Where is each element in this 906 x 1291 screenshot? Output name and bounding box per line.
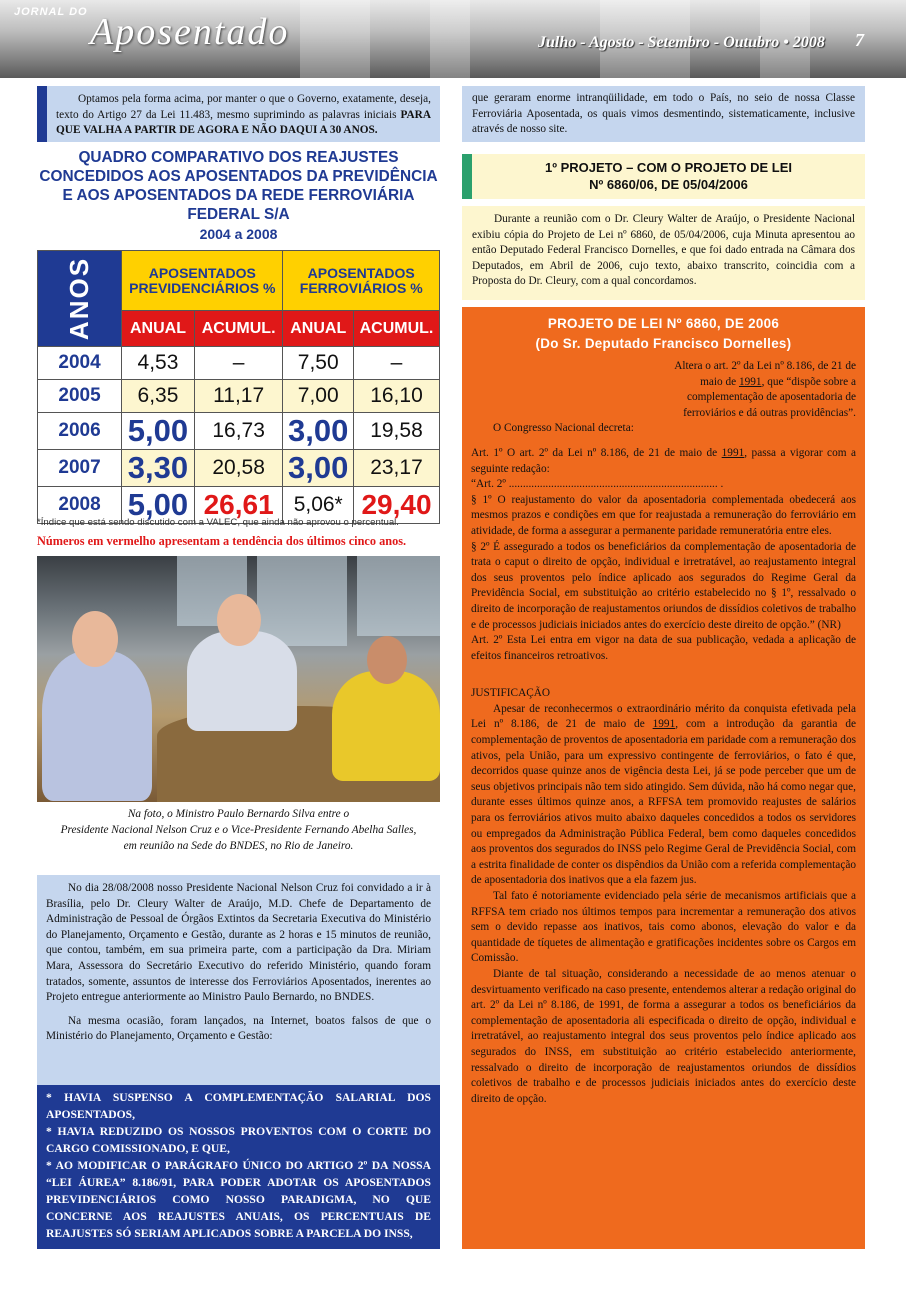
meeting-summary-box: Durante a reunião com o Dr. Cleury Walter de Araújo, o Presidente Nacional exibiu cópia do Projeto de Lei nº 6860, de 05/04/2006, cuja Minuta apresentou ao então Deputado Federal Francisco Dornelles, e que foi dado entrada na Câmara dos Deputados, em Abril de 2006, cujo texto, abaixo transcrito, coincidia com a Proposta do Dr. Cleury, com a qual concordamos. — [462, 206, 865, 300]
group-previdenciarios: APOSENTADOS PREVIDENCIÁRIOS % — [122, 251, 283, 311]
value-cell: 5,00 — [122, 413, 195, 450]
meeting-box — [37, 875, 440, 1085]
col-anual: ANUAL — [283, 311, 354, 347]
continuation-box: que geraram enorme intranqüilidade, em todo o País, no seio de nossa Classe Ferroviária Aposentada, os quais vimos desmentindo, sistematicamente, inclusive através de nosso site. — [462, 86, 865, 142]
value-cell: 3,30 — [122, 450, 195, 487]
value-cell: – — [194, 347, 283, 380]
year-cell: 2006 — [38, 413, 122, 450]
col-acumul: ACUMUL. — [194, 311, 283, 347]
photo-caption: Na foto, o Ministro Paulo Bernardo Silva entre o Presidente Nacional Nelson Cruz e o Vice-Presidente Fernando Abelha Salles, em reunião na Sede do BNDES, no Rio de Janeiro. — [60, 808, 417, 852]
justification-paragraph: Apesar de reconhecermos o extraordinário mérito da conquista efetivada pela Lei nº 8.186, de 21 de maio de 1991, com a introdução da garantia de complementação de proventos de aposentadoria em paridade com a remuneração dos ativos, pela União, para um expressivo contingente de ferroviários, o fato é que, decorridos quase quinze anos de vigência desta Lei, já se pode perceber que um de seus objetivos principais não tem sido atingido. Sem dúvida, não há como negar que, durante esses últimos quinze anos, a RFFSA tem promovido reajustes de salários para os ferroviários ativos muito abaixo daqueles concedidos a todos os servidores ou empregados da Administração Pública Federal, bem como daqueles concedidos aos proventos dos segurados do INSS pelo Regime Geral de Previdência Social, com a estrita finalidade de conter os dispêndios da União com a referida complementação de aposentadoria dos inativos que a ela fazem jus. — [471, 702, 856, 887]
table-row — [38, 450, 440, 487]
masthead-title: Aposentado — [90, 11, 290, 53]
value-cell: 6,35 — [122, 380, 195, 413]
value-cell: 4,53 — [122, 347, 195, 380]
value-cell: 11,17 — [194, 380, 283, 413]
intro-box — [37, 86, 440, 142]
value-cell: 20,58 — [194, 450, 283, 487]
table-row — [38, 380, 440, 413]
issue-date: Julho - Agosto - Setembro - Outubro • 2008 — [538, 34, 825, 51]
table-row — [38, 347, 440, 380]
justification-heading: JUSTIFICAÇÃO — [471, 687, 551, 700]
year-cell: 2005 — [38, 380, 122, 413]
value-cell: 29,40 — [353, 487, 439, 524]
col-anual: ANUAL — [122, 311, 195, 347]
group-ferroviarios: APOSENTADOS FERROVIÁRIOS % — [283, 251, 440, 311]
bill-ementa: Altera o art. 2º da Lei nº 8.186, de 21 de maio de 1991, que “dispõe sobre a complementação de aposentadoria de ferroviários e dá outras providências”. — [674, 360, 856, 419]
year-cell: 2004 — [38, 347, 122, 380]
value-cell: 16,10 — [353, 380, 439, 413]
masthead-jornal: JORNAL DO — [14, 6, 88, 18]
table-row — [38, 413, 440, 450]
justification-paragraph: Diante de tal situação, considerando a necessidade de ao menos atenuar o desvirtuamento verificado na caso presente, entendemos alterar a redação original do art. 2º da Lei nº 8.186, de 1991, de forma a assegurar a todos os beneficiários da complementação de aposentadoria ali especificada o direito de opção, individual e irretratável, ao reajustamento integral dos seus proventos pelo índice aplicado aos segurados do INSS, em substituição ao critério estabelecido anteriormente, ressalvado o direito de incorporação de reajustamentos oriundos de dissídios coletivos de trabalho e de processos judiciais iniciados antes do exercício deste direito de opção. — [471, 967, 856, 1105]
bill-art2: Art. 2º Esta Lei entra em vigor na data de sua publicação, vedada a aplicação de efeitos financeiros retroativos. — [471, 634, 856, 662]
bill-decree: O Congresso Nacional decreta: — [493, 422, 634, 435]
value-cell: 7,50 — [283, 347, 354, 380]
justification-paragraph: Tal fato é notoriamente evidenciado pela série de mecanismos artificiais que a RFFSA tem criado nos últimos tempos para incrementar a remuneração dos ativos sem o devido repasse aos inativos, tais como abonos, elevação do valor e da quantidade de tíquetes de alimentação e gratificações incidentes sobre os Cargos em Comissão. — [471, 890, 856, 965]
anos-header: ANOS — [38, 251, 122, 347]
intro-text: Optamos pela forma acima, por manter o que o Governo, exatamente, deseja, texto do Artigo 27 da Lei 11.483, mesmo suprimindo as palavras iniciais — [56, 93, 431, 121]
value-cell: – — [353, 347, 439, 380]
intro-bold: PARA QUE VALHA A PARTIR DE AGORA E NÃO DAQUI A 30 ANOS. — [56, 108, 431, 137]
value-cell: 16,73 — [194, 413, 283, 450]
col-acumul: ACUMUL. — [353, 311, 439, 347]
bill-title: PROJETO DE LEI Nº 6860, DE 2006 — [547, 316, 780, 331]
meeting-paragraph: Na mesma ocasião, foram lançados, na Internet, boatos falsos de que o Ministério do Planejamento, Orçamento e Gestão: — [46, 1014, 431, 1043]
value-cell: 19,58 — [353, 413, 439, 450]
value-cell: 5,00 — [122, 487, 195, 524]
red-note: Números em vermelho apresentam a tendência dos últimos cinco anos. — [37, 534, 407, 548]
bill-art2-line: “Art. 2º .......................................................................... . — [471, 478, 724, 491]
bill-paragraph-1: § 1º O reajustamento do valor da aposentadoria complementada obedecerá aos mesmos prazos e condições em que for reajustada a remuneração do ferroviário em atividade, de forma a assegurar a permanente paridade remuneratória entre eles. — [471, 493, 856, 537]
value-cell: 26,61 — [194, 487, 283, 524]
value-cell: 3,00 — [283, 413, 354, 450]
page-number: 7 — [855, 30, 864, 50]
table-years: 2004 a 2008 — [199, 226, 278, 242]
project-heading: 1º PROJETO – COM O PROJETO DE LEI Nº 6860/06, DE 05/04/2006 — [462, 154, 865, 199]
meeting-photo — [37, 556, 440, 802]
year-cell: 2007 — [38, 450, 122, 487]
meeting-paragraph: No dia 28/08/2008 nosso Presidente Nacional Nelson Cruz foi convidado a ir à Brasília, pelo Dr. Cleury Walter de Araújo, M.D. Chefe de Departamento de Administração de Pessoal de Órgãos Extintos da Secretaria Executiva do Ministério do Planejamento, Orçamento e Gestão, durante as 2 horas e 15 minutos de reunião, que contou, também, em sua primeira parte, com a participação da Dra. Miriam Mara, Assessora do Secretário Executivo do referido Ministério, quando foram tratados, somente, assuntos de interesse dos Ferroviários Aposentados, inerentes ao Projeto entregue anteriormente ao Ministro Paulo Bernardo, no BNDES. — [46, 882, 431, 1004]
year-cell: 2008 — [38, 487, 122, 524]
comparison-table — [37, 250, 440, 524]
bill-box — [462, 307, 865, 1249]
value-cell: 7,00 — [283, 380, 354, 413]
bill-paragraph-2: § 2º É assegurado a todos os beneficiários da complementação de aposentadoria de trata o caput o direito de opção, individual e irretratável, ao reajustamento integral dos seus proventos pelo índice aplicado aos segurados do Regime Geral da Previdência Social, em substituição ao critério estabelecido no § 1º, ressalvado o direito de incorporação de reajustamentos oriundos de dissídios coletivos de trabalho e de processos judiciais iniciados antes do exercício deste direito de opção.” (NR) — [471, 540, 856, 631]
value-cell: 5,06* — [283, 487, 354, 524]
bill-art1: Art. 1º O art. 2º da Lei nº 8.186, de 21 de maio de 1991, passa a vigorar com a seguinte redação: — [471, 446, 856, 475]
value-cell: 23,17 — [353, 450, 439, 487]
rumors-box: * HAVIA SUSPENSO A COMPLEMENTAÇÃO SALARIAL DOS APOSENTADOS, * HAVIA REDUZIDO OS NOSSOS PROVENTOS COM O CORTE DO CARGO COMISSIONADO, E QUE, * AO MODIFICAR O PARÁGRAFO ÚNICO DO ARTIGO 2º DA NOSSA “LEI ÁUREA” 8.186/91, PARA PODER ADOTAR OS APOSENTADOS PREVIDENCIÁRIOS COMO NOSSO PARADIGMA, NO QUE CONCERNE AOS REAJUSTES ANUAIS, OS PERCENTUAIS DE REAJUSTES SÓ SERIAM APLICADOS SOBRE A PARCELA DO INSS, — [37, 1085, 440, 1249]
table-footnote: *Índice que está sendo discutido com a VALEC, que ainda não aprovou o percentual. — [37, 517, 399, 528]
table-title: QUADRO COMPARATIVO DOS REAJUSTES CONCEDIDOS AOS APOSENTADOS DA PREVIDÊNCIA E AOS APOSENTADOS DA REDE FERROVIÁRIA FEDERAL S/A — [39, 149, 438, 223]
value-cell: 3,00 — [283, 450, 354, 487]
bill-author: (Do Sr. Deputado Francisco Dornelles) — [535, 336, 792, 351]
masthead — [0, 0, 906, 78]
